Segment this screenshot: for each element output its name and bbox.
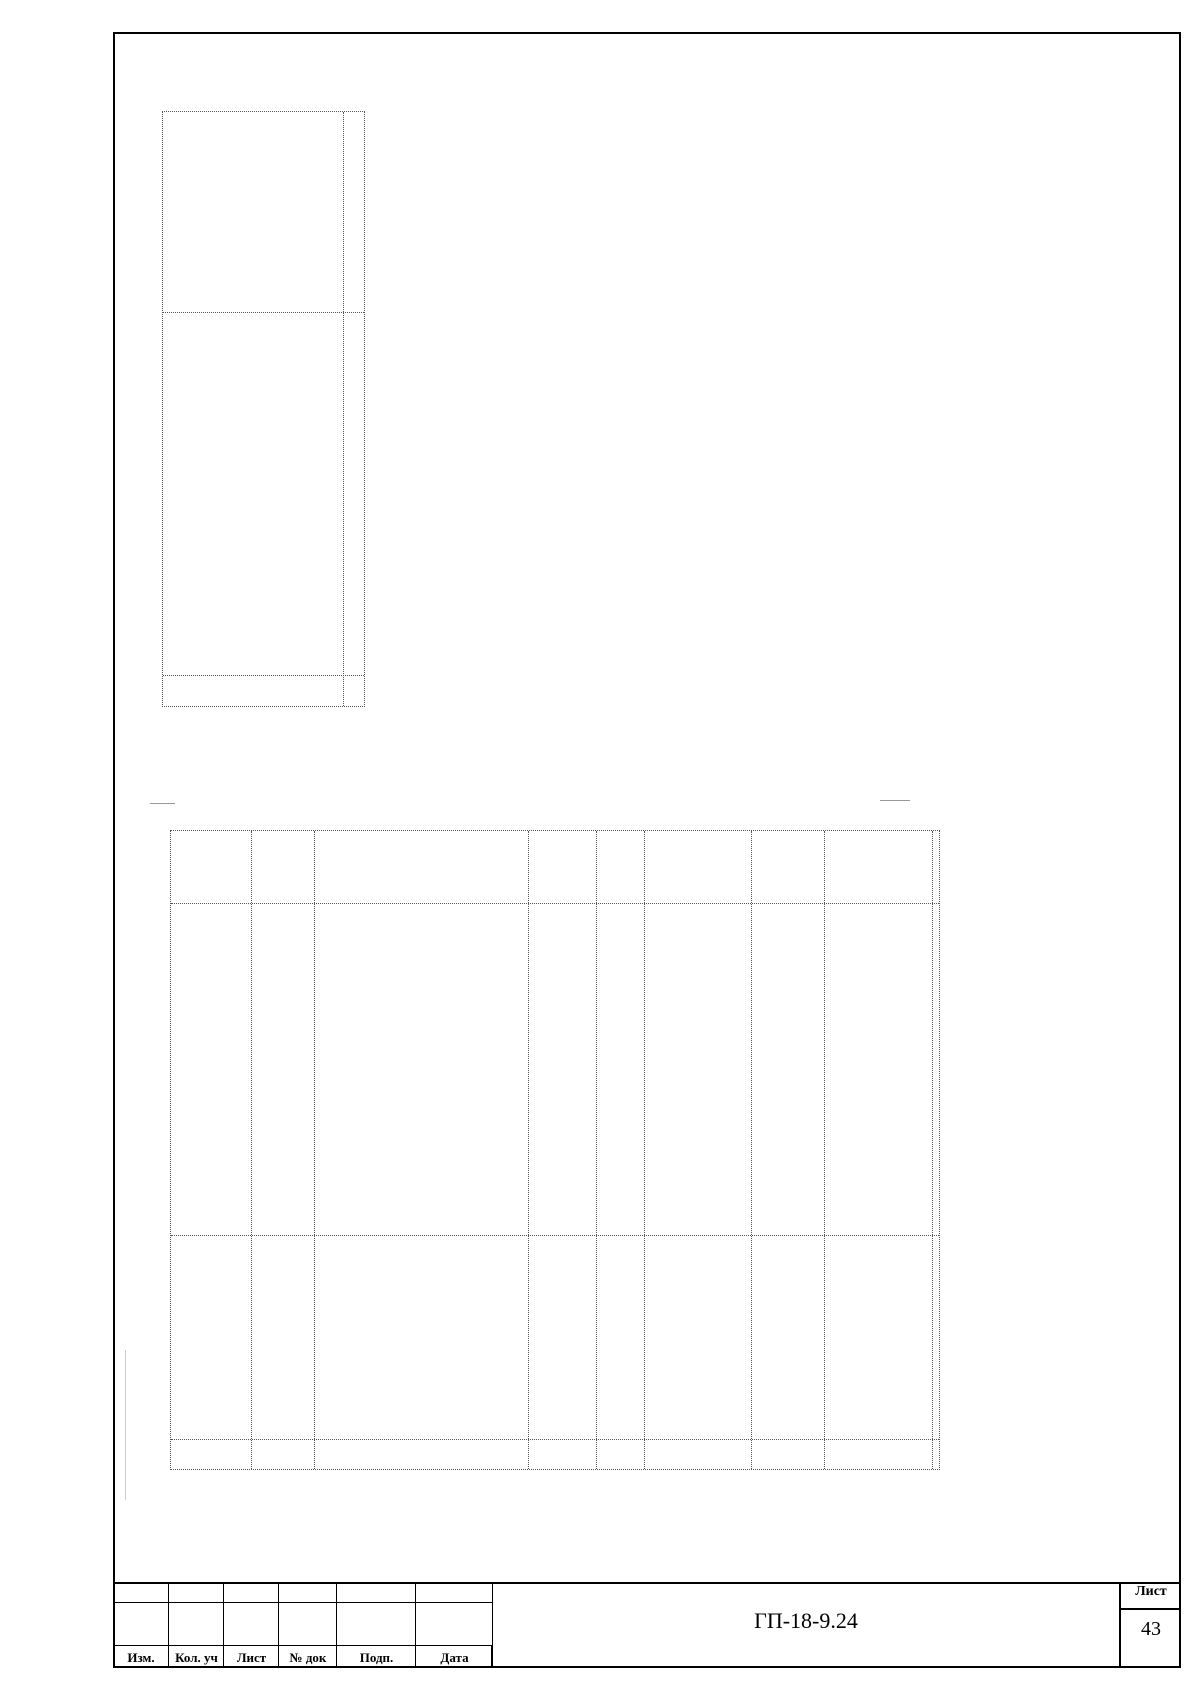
header-kol-uch: Кол. уч bbox=[175, 1650, 218, 1665]
scan-table-lower bbox=[170, 830, 940, 1470]
scan-mark bbox=[880, 800, 910, 801]
document-code: ГП-18-9.24 bbox=[754, 1608, 858, 1633]
revision-grid bbox=[113, 1582, 493, 1668]
header-podp: Подп. bbox=[359, 1650, 394, 1665]
header-izm: Изм. bbox=[127, 1650, 155, 1665]
scan-table-upper bbox=[162, 111, 365, 707]
scan-mark bbox=[150, 803, 175, 804]
scan-mark bbox=[125, 1350, 126, 1500]
header-n-dok: № док bbox=[289, 1650, 327, 1665]
header-list: Лист bbox=[236, 1650, 267, 1665]
title-block bbox=[113, 1582, 1181, 1668]
sheet-number: 43 bbox=[1141, 1618, 1161, 1640]
header-data: Дата bbox=[440, 1650, 469, 1665]
sheet-label: Лист bbox=[1135, 1584, 1167, 1599]
